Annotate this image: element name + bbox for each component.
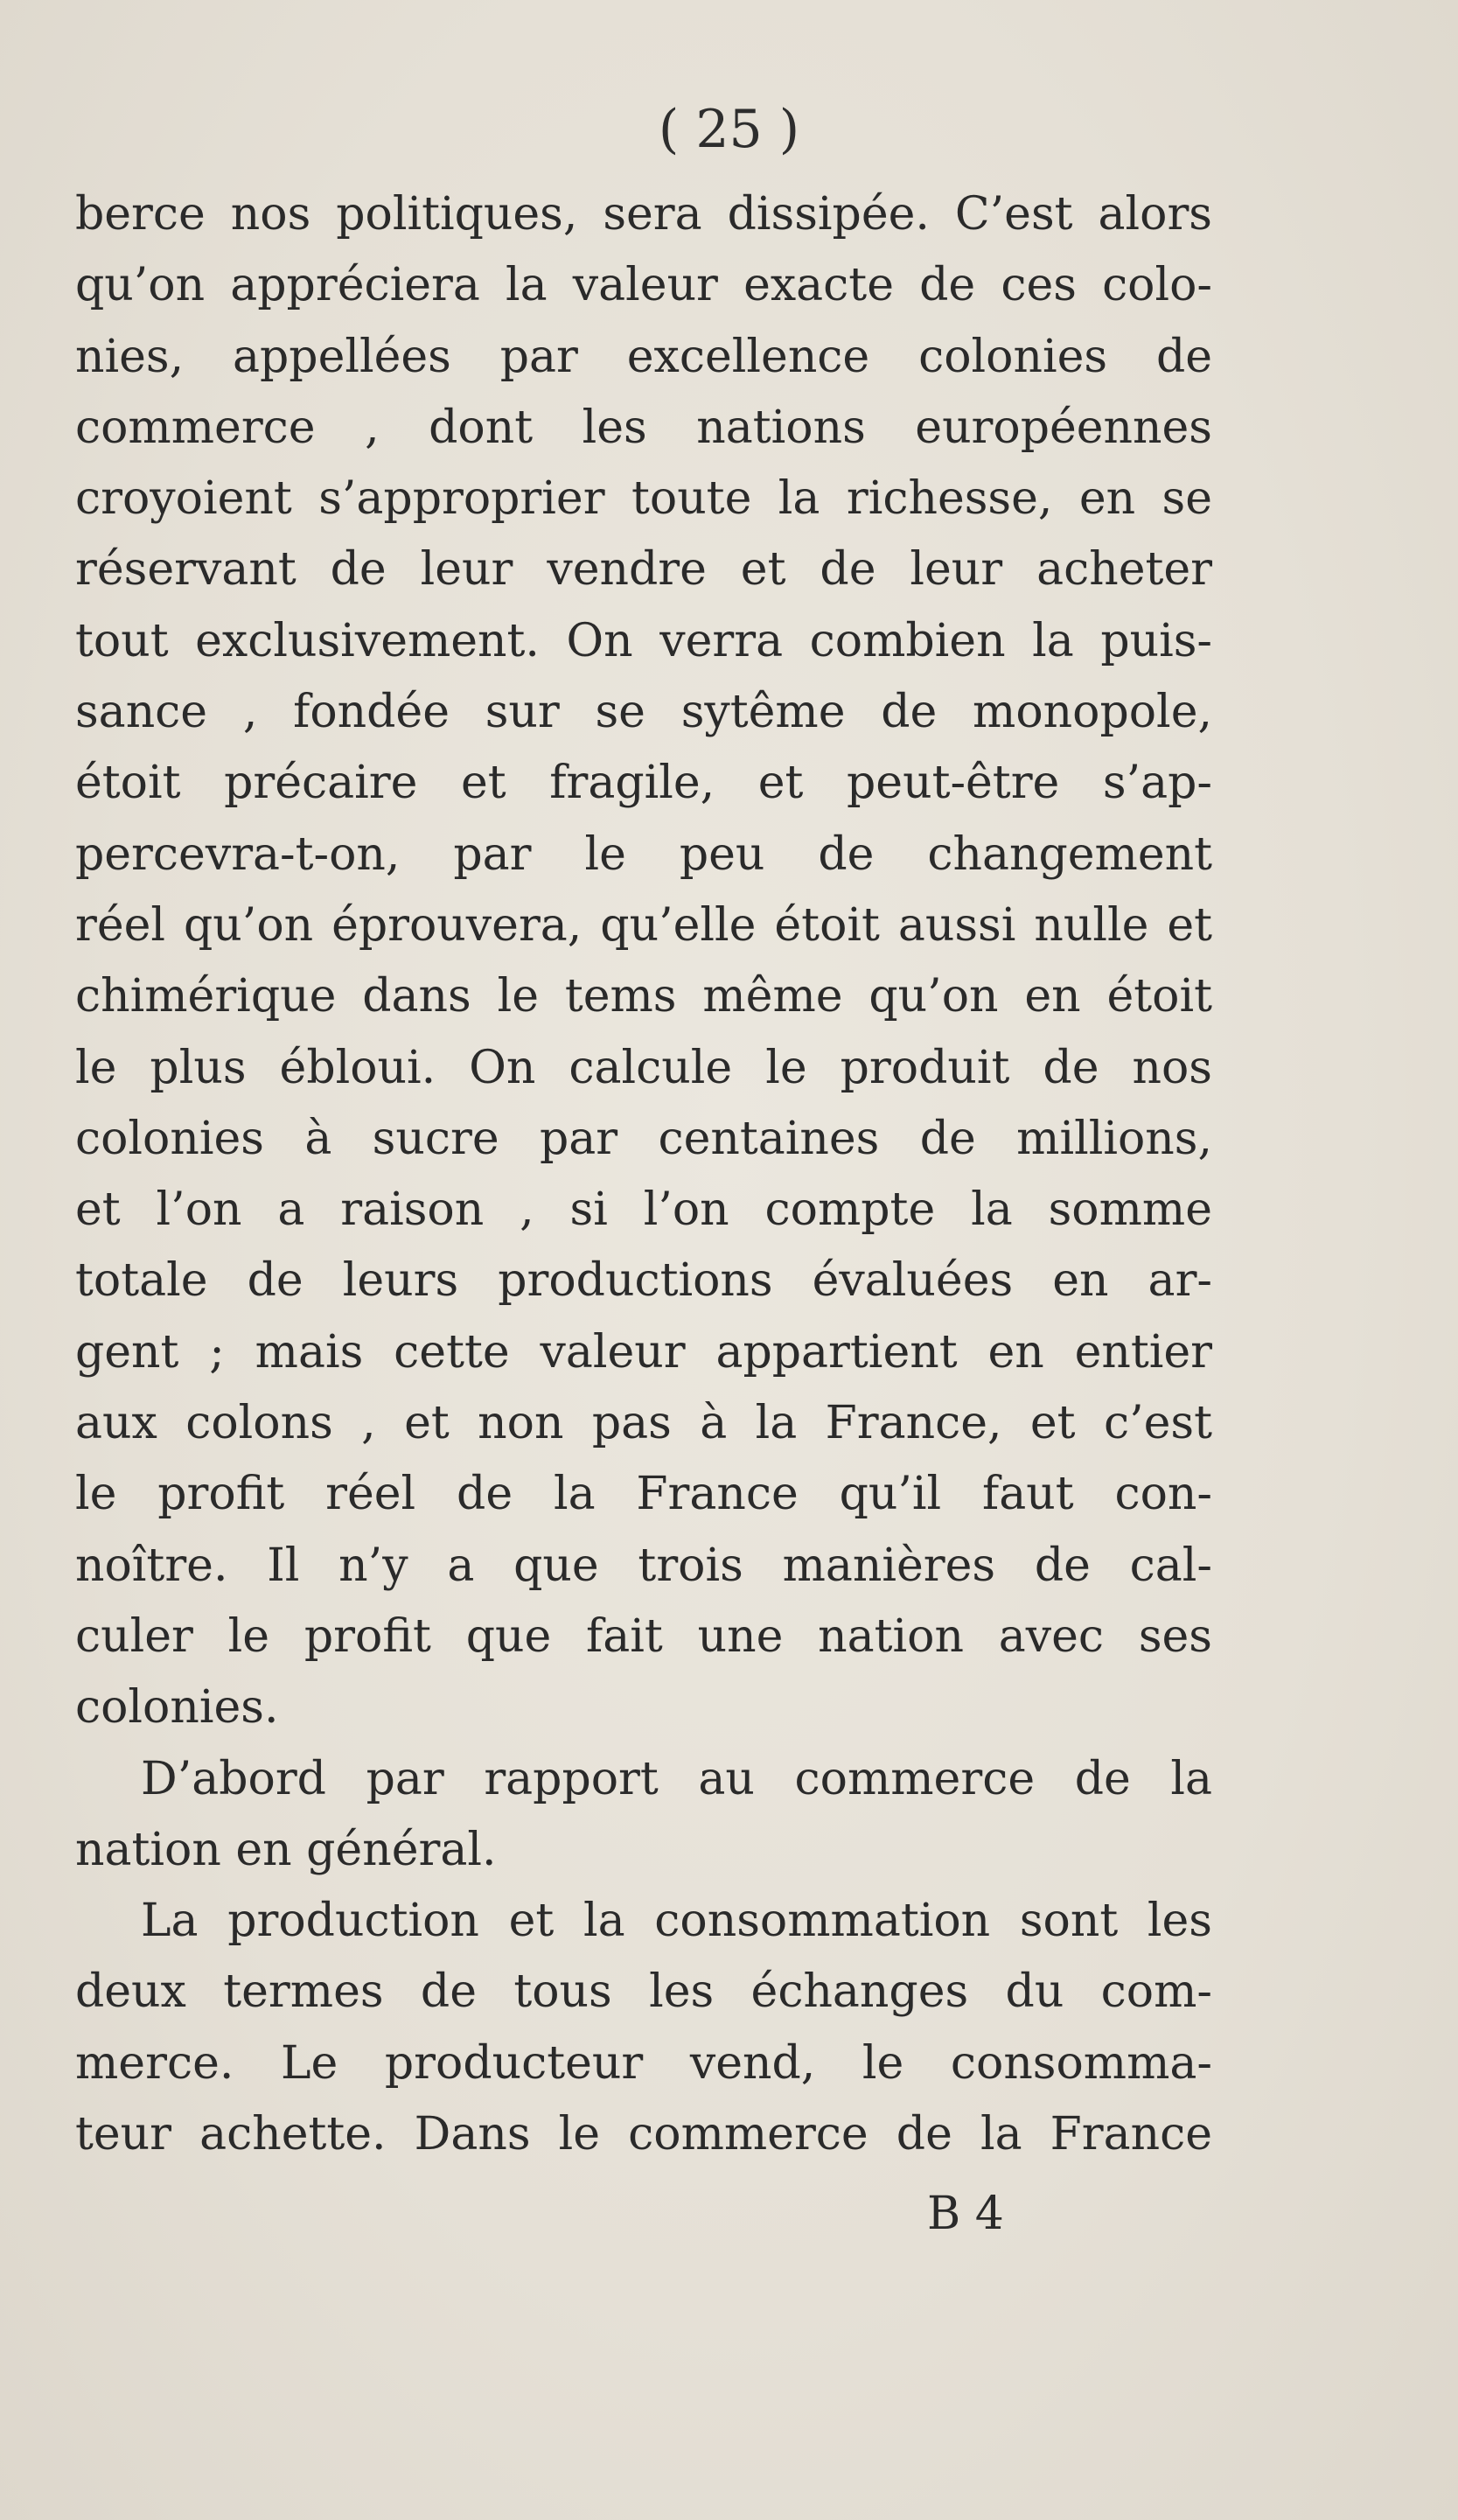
text-line: réservant de leur vendre et de leur acheter xyxy=(75,543,1212,597)
text-line: culer le profit que fait une nation avec ses xyxy=(75,1609,1212,1663)
signature-mark: B 4 xyxy=(927,2188,1004,2240)
text-line: nies, appellées par excellence colonies de xyxy=(75,330,1212,383)
text-line: qu’on appréciera la valeur exacte de ces colo- xyxy=(75,259,1212,312)
text-line: nation en général. xyxy=(75,1823,497,1876)
text-line: chimérique dans le tems même qu’on en étoit xyxy=(75,970,1212,1023)
text-line: sance , fondée sur se sytême de monopole, xyxy=(75,686,1212,739)
text-line: le profit réel de la France qu’il faut con- xyxy=(75,1468,1212,1521)
text-line: le plus ébloui. On calcule le produit de nos xyxy=(75,1041,1212,1094)
text-line: réel qu’on éprouvera, qu’elle étoit aussi nulle et xyxy=(75,898,1212,952)
text-line: commerce , dont les nations européennes xyxy=(75,401,1212,454)
text-line: teur achette. Dans le commerce de la France xyxy=(75,2108,1212,2161)
text-line: noître. Il n’y a que trois manières de cal- xyxy=(75,1539,1212,1592)
text-line: étoit précaire et fragile, et peut-être s’ap- xyxy=(75,757,1212,810)
text-line: aux colons , et non pas à la France, et c’est xyxy=(75,1397,1212,1450)
text-line: croyoient s’approprier toute la richesse, en se xyxy=(75,472,1212,526)
text-line: merce. Le producteur vend, le consomma- xyxy=(75,2036,1212,2090)
text-line: deux termes de tous les échanges du com- xyxy=(75,1965,1212,2019)
text-line: et l’on a raison , si l’on compte la somme xyxy=(75,1183,1212,1237)
text-line: colonies à sucre par centaines de millions, xyxy=(75,1112,1212,1165)
text-line: colonies. xyxy=(75,1681,279,1735)
page-number: ( 25 ) xyxy=(658,99,800,160)
paragraph-start-line: La production et la consommation sont les xyxy=(141,1895,1212,1948)
body-text xyxy=(75,179,1212,2170)
paragraph-start-line: D’abord par rapport au commerce de la xyxy=(141,1752,1212,1805)
text-line: berce nos politiques, sera dissipée. C’est alors xyxy=(75,188,1212,241)
text-line: percevra-t-on, par le peu de changement xyxy=(75,827,1212,881)
text-line: gent ; mais cette valeur appartient en entier xyxy=(75,1325,1212,1379)
text-line: totale de leurs productions évaluées en ar- xyxy=(75,1254,1212,1308)
text-line: tout exclusivement. On verra combien la puis- xyxy=(75,614,1212,667)
